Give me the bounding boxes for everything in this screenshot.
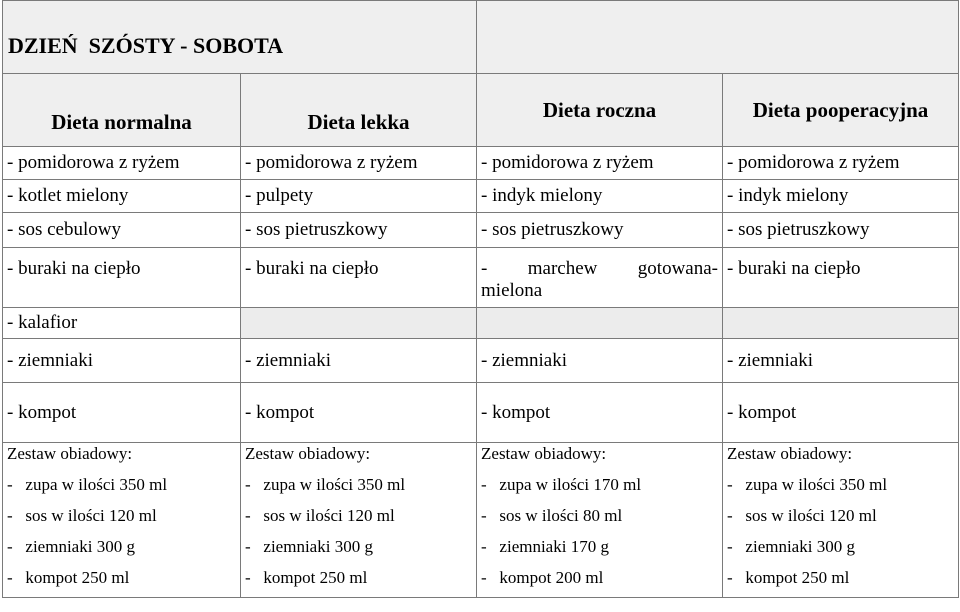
set-normalna (3, 443, 241, 598)
set-pooperacyjna (723, 443, 959, 598)
set-item: - sos w ilości 120 ml (7, 506, 157, 525)
set-item: - kompot 250 ml (245, 568, 368, 587)
cell-r3-c1: - buraki na ciepło (241, 248, 477, 308)
set-lekka (241, 443, 477, 598)
cell-r0-c3: - pomidorowa z ryżem (723, 147, 959, 180)
cell-r5-c1: - ziemniaki (241, 339, 477, 383)
set-title: Zestaw obiadowy: (7, 444, 133, 463)
cell-r6-c2: - kompot (477, 383, 723, 443)
set-item: - kompot 250 ml (7, 568, 130, 587)
set-item: - kompot 250 ml (727, 568, 850, 587)
cell-r5-c2: - ziemniaki (477, 339, 723, 383)
cell-r3-c3: - buraki na ciepło (723, 248, 959, 308)
cell-r1-c2: - indyk mielony (477, 180, 723, 213)
set-item: - ziemniaki 300 g (727, 537, 855, 556)
set-item: - zupa w ilości 170 ml (481, 475, 642, 494)
header-dieta-roczna: Dieta roczna (477, 74, 723, 147)
cell-r1-c1: - pulpety (241, 180, 477, 213)
set-item: - kompot 200 ml (481, 568, 604, 587)
set-item: - sos w ilości 120 ml (245, 506, 395, 525)
cell-r0-c1: - pomidorowa z ryżem (241, 147, 477, 180)
cell-r0-c2: - pomidorowa z ryżem (477, 147, 723, 180)
cell-r6-c0: - kompot (3, 383, 241, 443)
set-title: Zestaw obiadowy: (727, 444, 853, 463)
cell-r4-c2 (477, 308, 723, 339)
empty-header-area (477, 1, 959, 74)
set-item: - zupa w ilości 350 ml (7, 475, 168, 494)
marchew-line-2: mielona (481, 280, 543, 301)
cell-r1-c0: - kotlet mielony (3, 180, 241, 213)
marchew-word-2: gotowana- (637, 258, 718, 279)
cell-r0-c0: - pomidorowa z ryżem (3, 147, 241, 180)
cell-r2-c1: - sos pietruszkowy (241, 213, 477, 248)
set-item: - ziemniaki 170 g (481, 537, 609, 556)
set-roczna (477, 443, 723, 598)
set-item: - ziemniaki 300 g (7, 537, 135, 556)
set-title: Zestaw obiadowy: (481, 444, 607, 463)
menu-table (2, 0, 959, 598)
cell-r3-c0: - buraki na ciepło (3, 248, 241, 308)
cell-r3-c2 (477, 248, 723, 308)
set-item: - zupa w ilości 350 ml (727, 475, 888, 494)
cell-r2-c3: - sos pietruszkowy (723, 213, 959, 248)
set-title: Zestaw obiadowy: (245, 444, 371, 463)
header-dieta-lekka: Dieta lekka (241, 74, 477, 147)
cell-r2-c2: - sos pietruszkowy (477, 213, 723, 248)
header-dieta-normalna: Dieta normalna (3, 74, 241, 147)
page-title: DZIEŃ SZÓSTY - SOBOTA (3, 1, 477, 74)
cell-r2-c0: - sos cebulowy (3, 213, 241, 248)
marchew-word: marchew (527, 258, 598, 279)
set-item: - zupa w ilości 350 ml (245, 475, 406, 494)
cell-r6-c1: - kompot (241, 383, 477, 443)
cell-r4-c1 (241, 308, 477, 339)
cell-r6-c3: - kompot (723, 383, 959, 443)
marchew-dash: - (481, 258, 488, 279)
header-dieta-pooperacyjna: Dieta pooperacyjna (723, 74, 959, 147)
cell-r4-c0: - kalafior (3, 308, 241, 339)
cell-r5-c0: - ziemniaki (3, 339, 241, 383)
set-item: - ziemniaki 300 g (245, 537, 373, 556)
cell-r5-c3: - ziemniaki (723, 339, 959, 383)
cell-r4-c3 (723, 308, 959, 339)
set-item: - sos w ilości 80 ml (481, 506, 623, 525)
cell-r1-c3: - indyk mielony (723, 180, 959, 213)
set-item: - sos w ilości 120 ml (727, 506, 877, 525)
